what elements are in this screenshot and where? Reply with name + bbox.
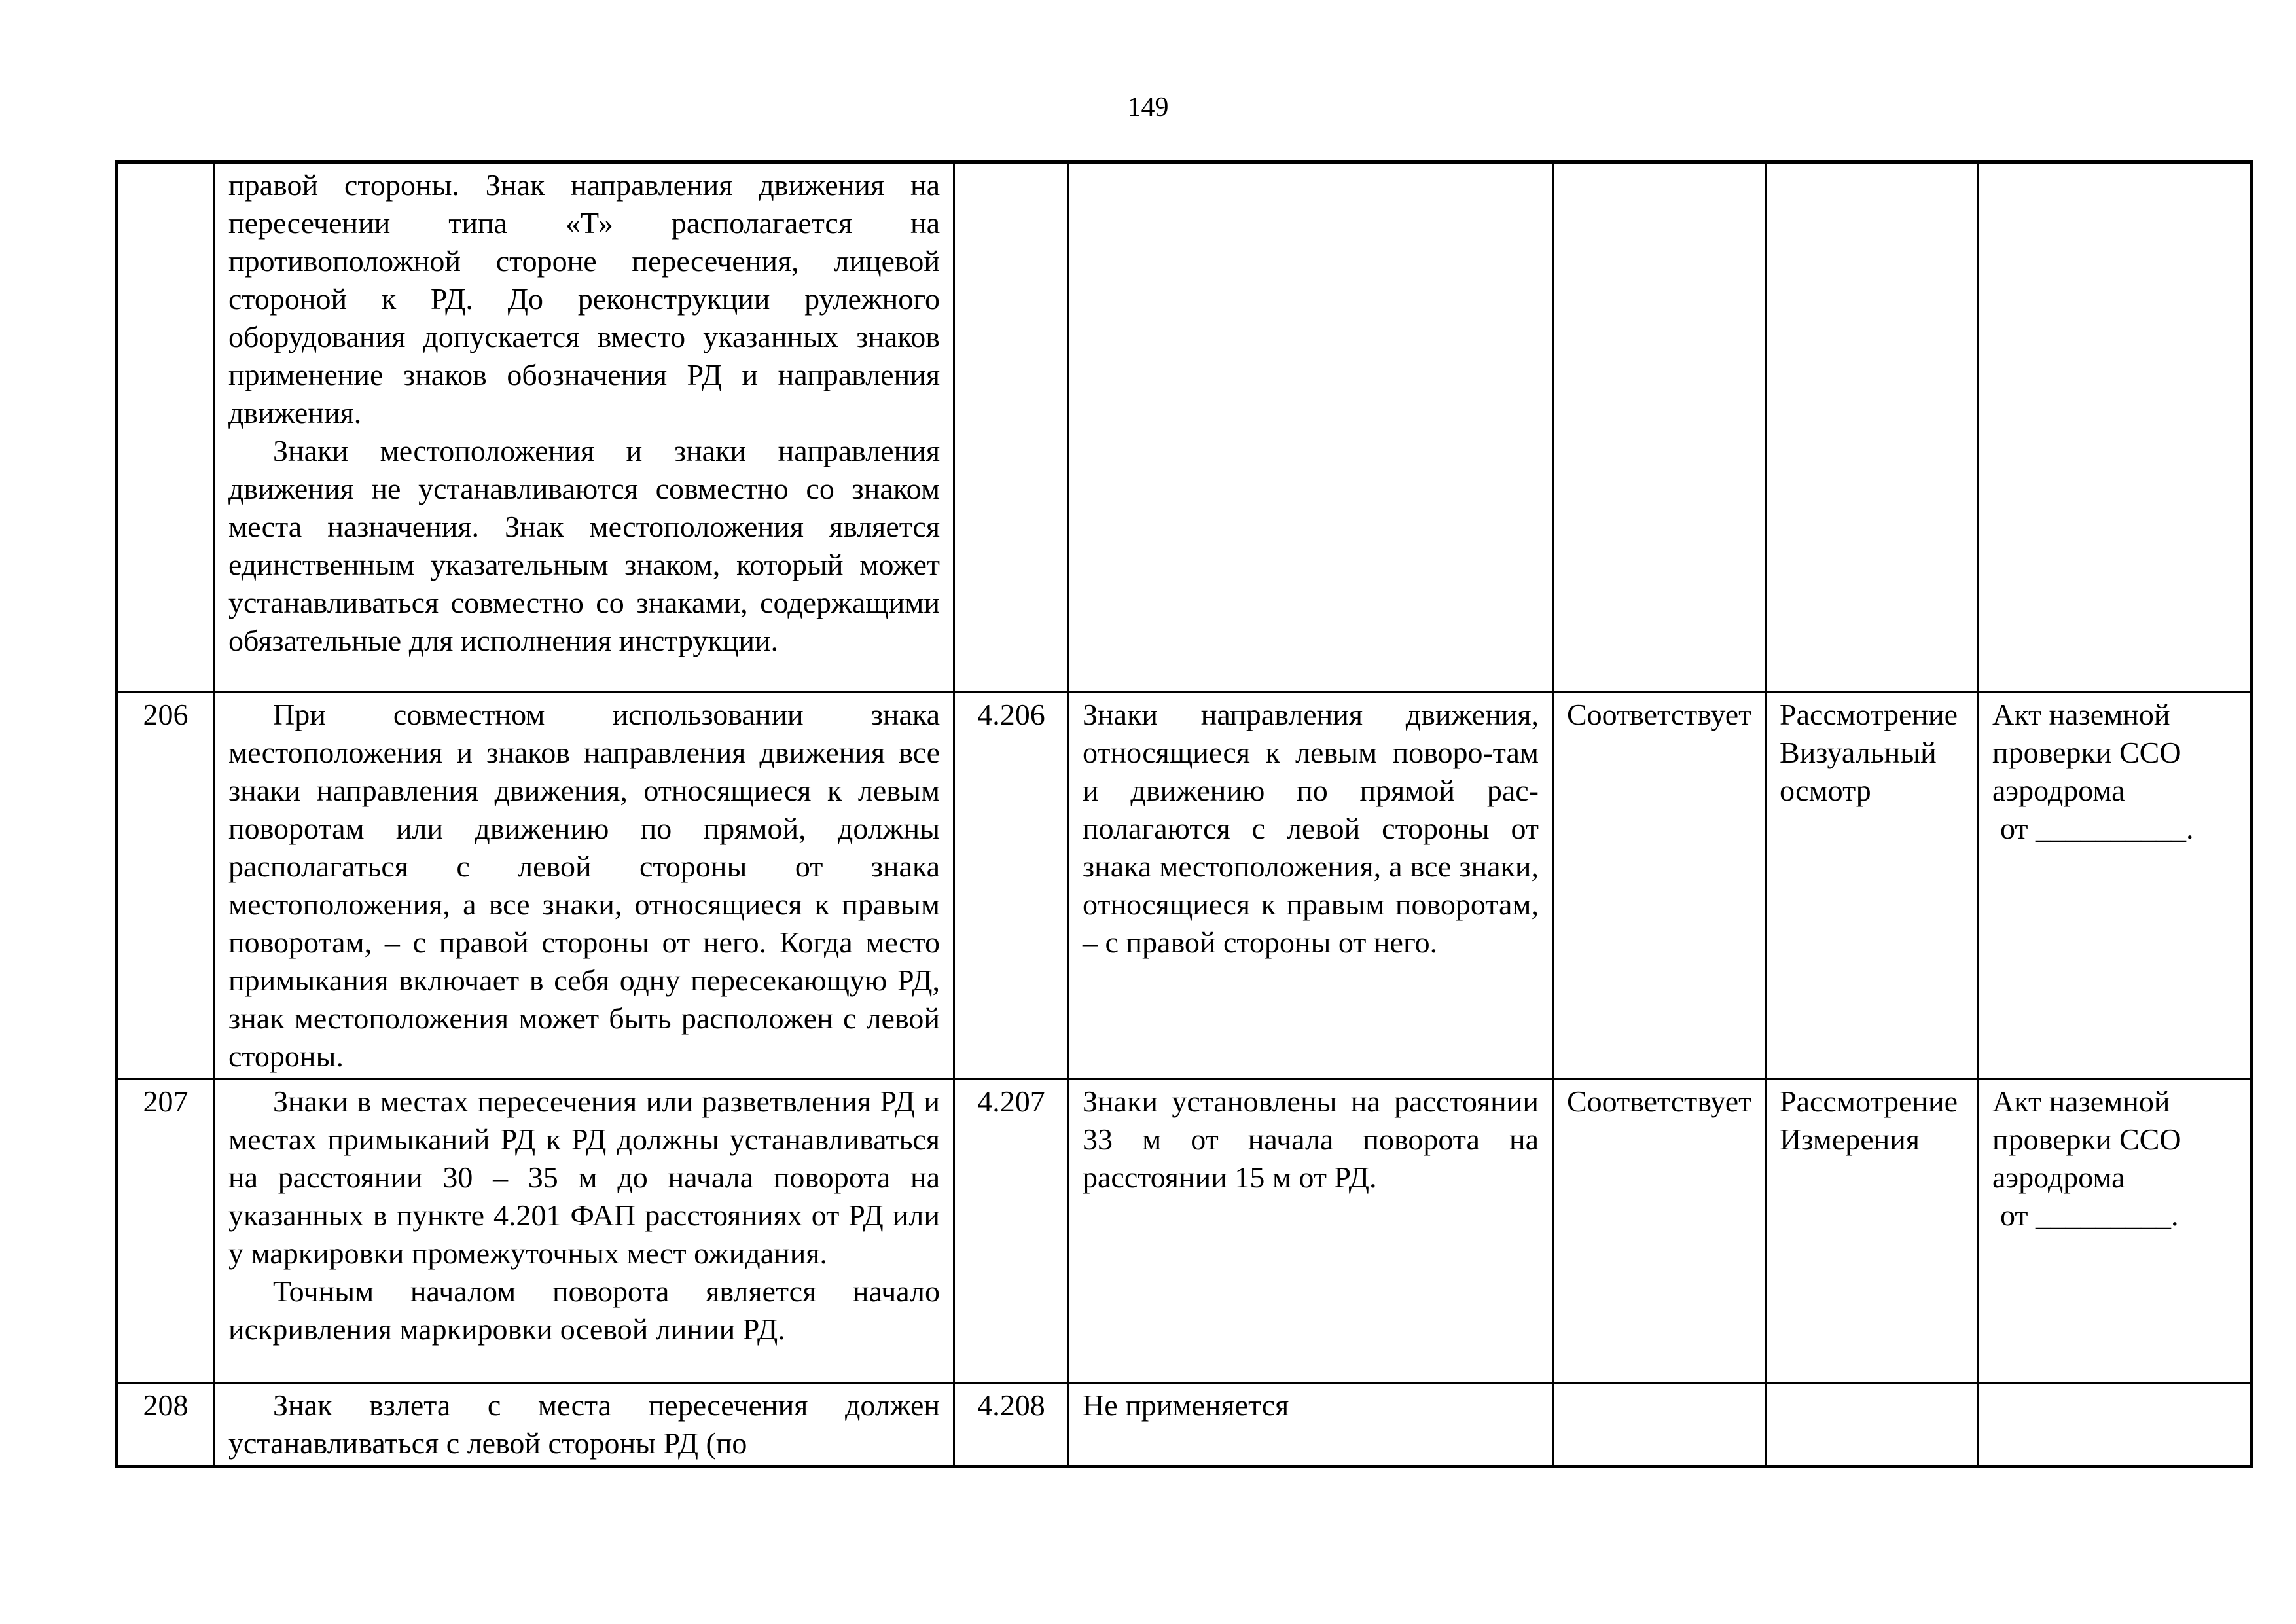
conformity: Соответствует [1553, 1079, 1766, 1383]
requirement-paragraph: правой стороны. Знак направления движения на пересечении типа «Т» располагается на противоположной стороне пересечения, лицевой стороной к РД. До реконструкции рулежного оборудования допускается вместо указанных знаков применение знаков обозначения РД и направления движения. [228, 168, 940, 429]
requirement-paragraph: Знаки в местах пересечения или разветвления РД и местах примыканий РД к РД должны устанавливаться на расстоянии 30 – 35 м до начала поворота на указанных в пункте 4.201 ФАП расстояниях от РД или у маркировки промежуточных мест ожидания. [228, 1085, 940, 1270]
table-row [117, 1383, 2251, 1467]
method-line: Визуальный [1780, 736, 1937, 769]
method-line: осмотр [1780, 774, 1871, 807]
fap-item: 4.207 [954, 1079, 1069, 1383]
actual-state: Не применяется [1069, 1383, 1553, 1467]
verification-method [1766, 1383, 1979, 1467]
row-number: 207 [117, 1079, 215, 1383]
verification-method [1766, 1079, 1979, 1383]
evidence-document [1979, 1079, 2251, 1383]
conformity: Соответствует [1553, 693, 1766, 1079]
actual-state: Знаки направления движения, относящиеся к левым поворо-там и движению по прямой рас-полагаются с левой стороны от знака местоположения, а все знаки, относящиеся к правым поворотам, – с правой стороны от него. [1069, 693, 1553, 1079]
fap-item: 4.206 [954, 693, 1069, 1079]
requirement-text [215, 1079, 954, 1383]
fap-item [954, 162, 1069, 693]
document-line: аэродрома [1992, 774, 2125, 807]
actual-state [1069, 162, 1553, 693]
table-row [117, 1079, 2251, 1383]
evidence-document [1979, 693, 2251, 1079]
fap-item: 4.208 [954, 1383, 1069, 1467]
method-line: Рассмотрение [1780, 1085, 1958, 1118]
evidence-document [1979, 1383, 2251, 1467]
row-number: 208 [117, 1383, 215, 1467]
document-line: от _________. [2000, 1199, 2179, 1232]
requirement-text [215, 1383, 954, 1467]
requirement-text [215, 693, 954, 1079]
row-number [117, 162, 215, 693]
document-line: аэродрома [1992, 1161, 2125, 1194]
evidence-document [1979, 162, 2251, 693]
table-row [117, 162, 2251, 693]
verification-method [1766, 693, 1979, 1079]
requirement-text [215, 162, 954, 693]
requirement-paragraph: Знаки местоположения и знаки направления движения не устанавливаются совместно со знаком места назначения. Знак местоположения является единственным указательным знаком, который может устанавливаться совместно со знаками, содержащими обязательные для исполнения инструкции. [228, 434, 940, 657]
actual-state: Знаки установлены на расстоянии 33 м от начала поворота на расстоянии 15 м от РД. [1069, 1079, 1553, 1383]
compliance-table [115, 160, 2253, 1468]
conformity [1553, 1383, 1766, 1467]
table-row [117, 693, 2251, 1079]
document-line: от __________. [2000, 812, 2194, 845]
method-line: Рассмотрение [1780, 698, 1958, 731]
page-number: 149 [1127, 92, 1169, 122]
requirement-paragraph: При совместном использовании знака местоположения и знаков направления движения все знаки направления движения, относящиеся к левым поворотам или движению по прямой, должны располагаться с левой стороны от знака местоположения, а все знаки, относящиеся к правым поворотам, – с правой стороны от него. Когда место примыкания включает в себя одну пересекающую РД, знак местоположения может быть расположен с левой стороны. [228, 698, 940, 1073]
document-line: проверки ССО [1992, 1123, 2181, 1156]
method-line: Измерения [1780, 1123, 1920, 1156]
verification-method [1766, 162, 1979, 693]
conformity [1553, 162, 1766, 693]
document-line: Акт наземной [1992, 1085, 2170, 1118]
document-line: Акт наземной [1992, 698, 2170, 731]
requirement-paragraph: Точным началом поворота является начало искривления маркировки осевой линии РД. [228, 1274, 940, 1346]
document-line: проверки ССО [1992, 736, 2181, 769]
requirement-paragraph: Знак взлета с места пересечения должен устанавливаться с левой стороны РД (по [228, 1388, 940, 1460]
row-number: 206 [117, 693, 215, 1079]
